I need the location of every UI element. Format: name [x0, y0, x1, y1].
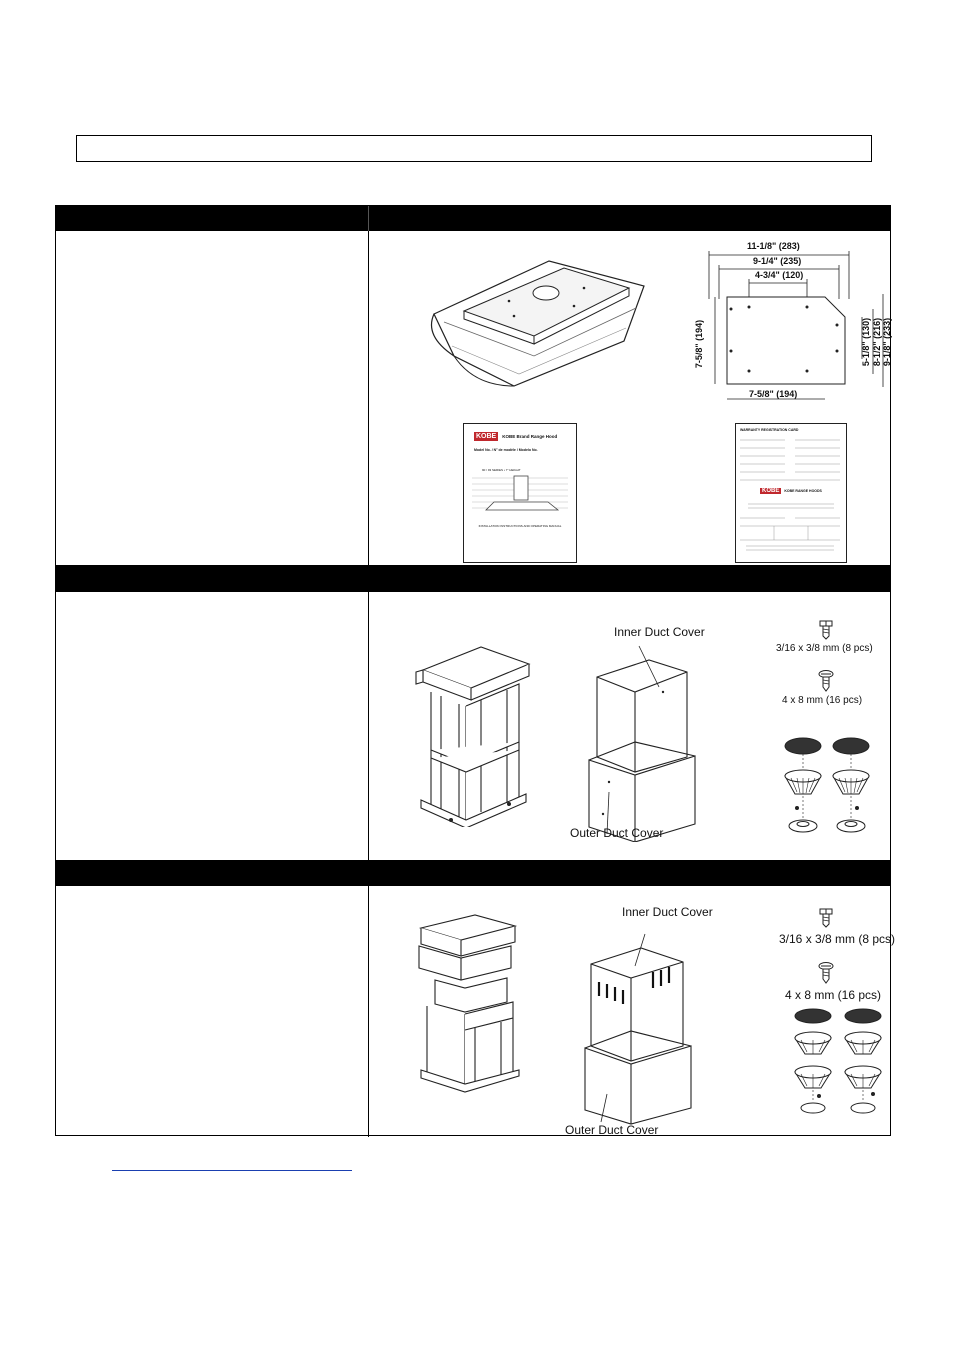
parts-table	[55, 205, 896, 1137]
section-header-row	[56, 565, 890, 592]
dim-depth-left: 7-5/8" (194)	[694, 319, 705, 369]
screw-small-label: 3/16 x 3/8 mm (8 pcs)	[779, 932, 896, 946]
duct-cover-b-cell	[369, 886, 896, 1137]
dim-height-a: 5-1/8" (130)	[861, 317, 872, 367]
duct-frame-bracket-drawing	[411, 642, 536, 827]
filter-baskets-drawing	[781, 732, 873, 842]
manual-series: 90 / 93 SERIES • 7" HEIGHT	[482, 468, 521, 472]
inner-outer-duct-cover-drawing	[579, 632, 699, 842]
manual-title: KOBE Brand Range Hood	[502, 434, 558, 439]
dim-depth-bottom: 7-5/8" (194)	[749, 389, 798, 399]
manual-cover-illustration	[472, 472, 568, 516]
warranty-subtitle: KOBE RANGE HOODS	[784, 489, 822, 493]
screw-large-label: 4 x 8 mm (16 pcs)	[782, 695, 863, 706]
dim-height-c: 9-1/8" (233)	[882, 317, 893, 367]
warranty-card	[735, 423, 847, 563]
warranty-form-lines	[740, 500, 842, 556]
screw-small-label: 3/16 x 3/8 mm (8 pcs)	[776, 643, 873, 654]
range-hood-drawing	[414, 256, 654, 391]
duct-cover-a-cell	[369, 592, 890, 860]
inner-duct-cover-label: Inner Duct Cover	[622, 905, 713, 919]
screw-small-icon	[818, 908, 834, 928]
screw-small-icon	[818, 620, 834, 640]
inner-outer-duct-cover-drawing	[579, 926, 699, 1131]
warranty-form-lines	[740, 434, 842, 482]
inner-duct-cover-label: Inner Duct Cover	[614, 625, 705, 639]
filter-baskets-drawing	[789, 1006, 891, 1116]
top-title-box	[76, 135, 872, 162]
outer-duct-cover-label: Outer Duct Cover	[565, 1123, 659, 1137]
dim-width-overall: 11-1/8" (283)	[747, 241, 800, 251]
hood-cell	[369, 231, 893, 565]
dim-height-b: 8-1/2" (216)	[872, 317, 883, 367]
screw-large-label: 4 x 8 mm (16 pcs)	[785, 988, 882, 1002]
warranty-heading: WARRANTY REGISTRATION CARD	[740, 428, 799, 432]
hood-dimension-drawing	[687, 239, 897, 409]
dim-width-mid: 9-1/4" (235)	[753, 256, 802, 266]
outer-duct-cover-label: Outer Duct Cover	[570, 826, 664, 840]
section-header-row	[56, 860, 890, 886]
screw-large-icon	[818, 962, 834, 984]
manual-model: Model No. / N° de modèle / Modelo No.	[474, 448, 538, 452]
duct-frame-bracket-drawing	[415, 910, 525, 1095]
dim-width-inner: 4-3/4" (120)	[755, 270, 804, 280]
manual-footer: INSTALLATION INSTRUCTIONS AND OPERATING MANUAL	[478, 524, 562, 528]
underlined-link[interactable]	[112, 1160, 352, 1171]
kobe-logo: KOBE	[762, 488, 780, 494]
kobe-logo: KOBE	[476, 433, 497, 440]
screw-large-icon	[818, 670, 834, 692]
instruction-manual	[463, 423, 577, 563]
table-header-row	[56, 206, 890, 231]
